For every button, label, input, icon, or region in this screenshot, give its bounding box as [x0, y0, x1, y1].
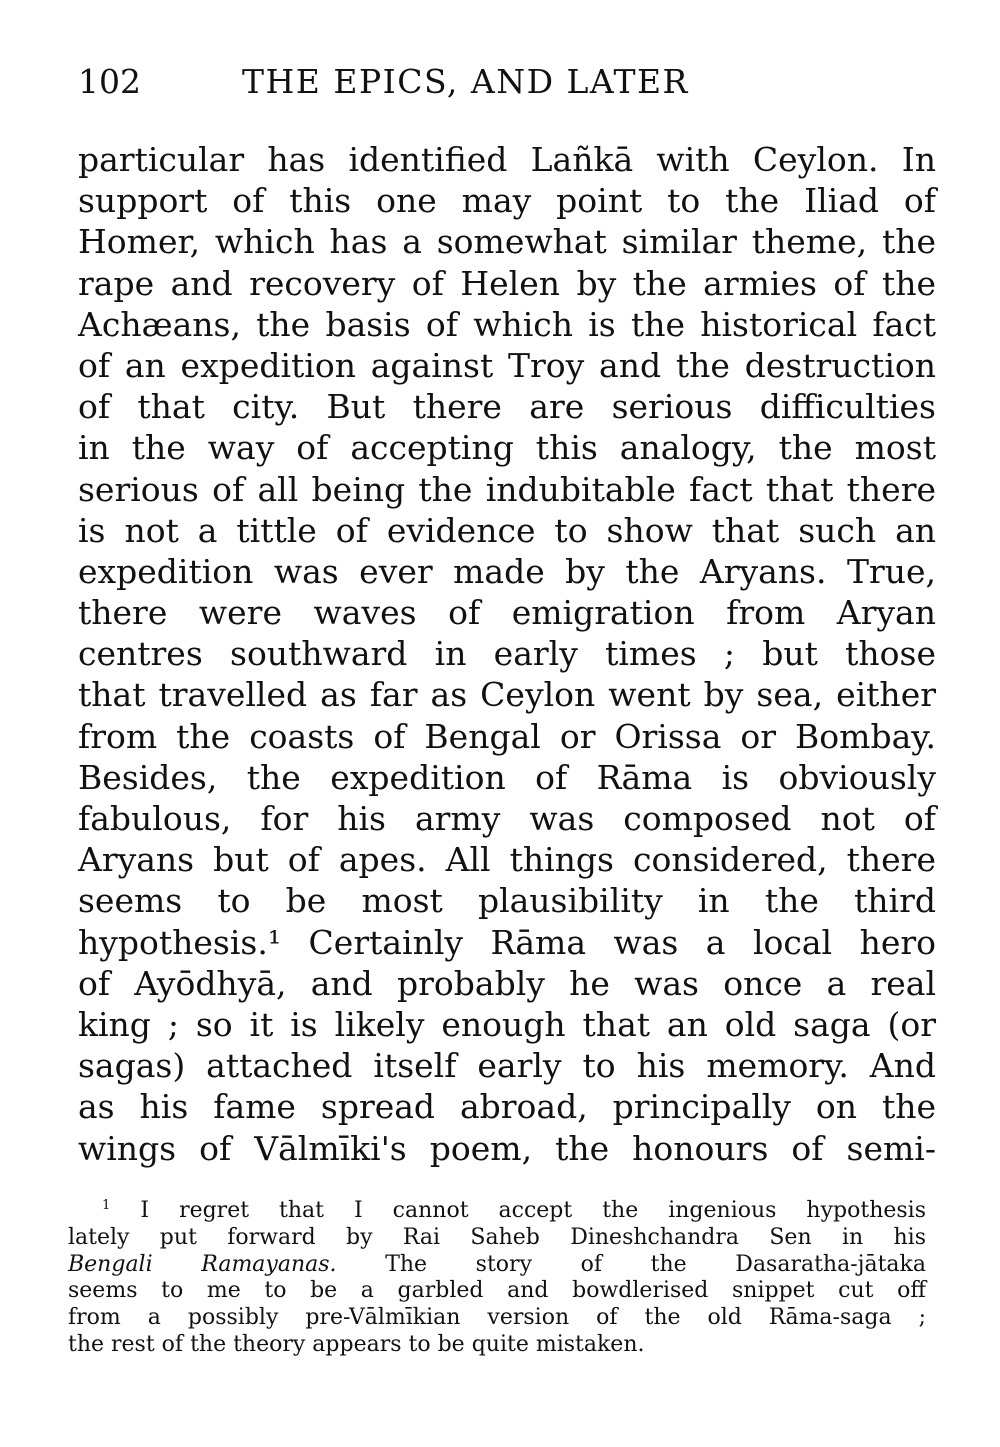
footnote-line: from a possibly pre-Vālmīkian version of the old Rāma-saga ;	[68, 1305, 926, 1331]
body-line: that travelled as far as Ceylon went by sea, either	[78, 675, 936, 715]
page-number: 102	[78, 62, 141, 101]
body-line: in the way of accepting this analogy, the most	[78, 428, 936, 468]
body-line: as his fame spread abroad, principally on the	[78, 1087, 936, 1127]
body-line: wings of Vālmīki's poem, the honours of semi-	[78, 1128, 936, 1168]
body-line: serious of all being the indubitable fact that there	[78, 469, 936, 509]
footnote-line	[68, 1198, 926, 1225]
body-line: Besides, the expedition of Rāma is obviously	[78, 757, 936, 797]
page-header	[78, 62, 938, 108]
body-line: rape and recovery of Helen by the armies of the	[78, 263, 936, 303]
footnote-line: the rest of the theory appears to be quite mistaken.	[68, 1331, 645, 1357]
footnote-text: I regret that I cannot accept the ingenious hypothesis	[140, 1198, 927, 1223]
body-line: fabulous, for his army was composed not of	[78, 799, 936, 838]
body-line: seems to be most plausibility in the third	[78, 881, 936, 921]
footnote-line	[68, 1252, 926, 1279]
body-text	[78, 139, 936, 1169]
running-title: THE EPICS, AND LATER	[242, 62, 689, 101]
body-line: sagas) attached itself early to his memory. And	[78, 1046, 936, 1086]
body-line: expedition was ever made by the Aryans. True,	[78, 551, 936, 591]
body-line: of that city. But there are serious difficulties	[78, 387, 936, 427]
body-line: support of this one may point to the Iliad of	[78, 181, 936, 221]
body-line: Homer, which has a somewhat similar theme, the	[78, 222, 936, 262]
footnote	[68, 1198, 926, 1359]
footnote-marker: 1	[102, 1198, 111, 1214]
body-line: there were waves of emigration from Aryan	[78, 593, 936, 633]
footnote-line: lately put forward by Rai Saheb Dineshchandra Sen in his	[68, 1224, 926, 1250]
body-line: of an expedition against Troy and the destruction	[78, 345, 936, 385]
footnote-text: The story of the Dasaratha-jātaka	[385, 1251, 926, 1277]
body-line: centres southward in early times ; but those	[78, 634, 936, 674]
body-line: from the coasts of Bengal or Orissa or Bombay.	[78, 716, 936, 756]
body-line: king ; so it is likely enough that an old saga (or	[78, 1004, 936, 1044]
body-line: Aryans but of apes. All things considered, there	[78, 840, 936, 880]
body-line: particular has identified Lañkā with Ceylon. In	[78, 140, 936, 179]
body-line: hypothesis.¹ Certainly Rāma was a local hero	[78, 922, 936, 962]
body-line: of Ayōdhyā, and probably he was once a real	[78, 963, 936, 1003]
footnote-line: seems to me to be a garbled and bowdlerised snippet cut off	[68, 1278, 926, 1304]
body-line: Achæans, the basis of which is the historical fact	[78, 304, 936, 344]
footnote-book-title: Bengali Ramayanas.	[68, 1251, 337, 1277]
body-line: is not a tittle of evidence to show that such an	[78, 510, 936, 550]
